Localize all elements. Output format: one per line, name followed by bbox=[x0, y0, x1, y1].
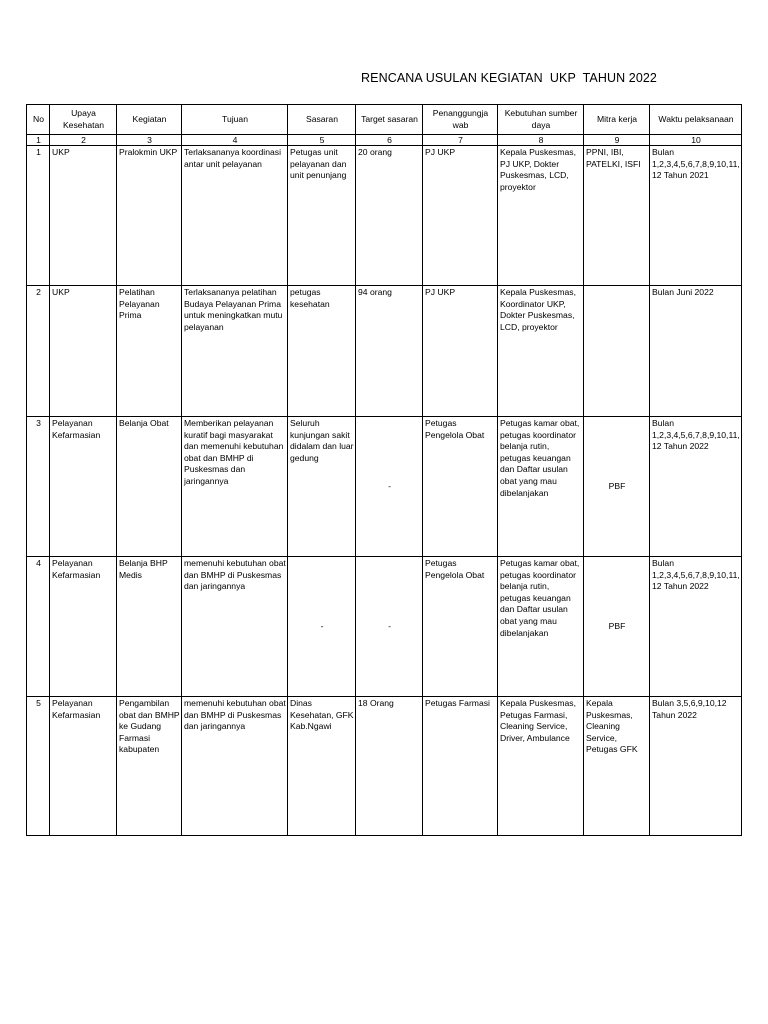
column-number: 3 bbox=[117, 135, 182, 146]
column-number-row bbox=[27, 135, 742, 146]
cell-no: 2 bbox=[27, 286, 50, 417]
column-number: 7 bbox=[423, 135, 498, 146]
cell-mitra: PPNI, IBI, PATELKI, ISFI bbox=[584, 146, 650, 286]
cell-upaya: UKP bbox=[50, 146, 117, 286]
cell-kebutuhan: Kepala Puskesmas, PJ UKP, Dokter Puskesmas, LCD, proyektor bbox=[498, 146, 584, 286]
cell-target: 18 Orang bbox=[356, 697, 423, 836]
cell-target: 94 orang bbox=[356, 286, 423, 417]
cell-no: 3 bbox=[27, 417, 50, 557]
table-row bbox=[27, 146, 742, 286]
cell-kebutuhan: Petugas kamar obat, petugas koordinator belanja rutin, petugas keuangan dan Daftar usulan obat yang mau dibelanjakan bbox=[498, 557, 584, 697]
column-number: 8 bbox=[498, 135, 584, 146]
header-kegiatan: Kegiatan bbox=[117, 105, 182, 135]
cell-no: 5 bbox=[27, 697, 50, 836]
header-row bbox=[27, 105, 742, 135]
cell-mitra: PBF bbox=[584, 557, 650, 697]
cell-sasaran: Seluruh kunjungan sakit didalam dan luar gedung bbox=[288, 417, 356, 557]
header-tujuan: Tujuan bbox=[182, 105, 288, 135]
cell-upaya: UKP bbox=[50, 286, 117, 417]
cell-pj: PJ UKP bbox=[423, 286, 498, 417]
column-number: 4 bbox=[182, 135, 288, 146]
cell-no: 1 bbox=[27, 146, 50, 286]
cell-target: - bbox=[356, 417, 423, 557]
cell-upaya: Pelayanan Kefarmasian bbox=[50, 697, 117, 836]
header-target-sasaran: Target sasaran bbox=[356, 105, 423, 135]
cell-waktu: Bulan Juni 2022 bbox=[650, 286, 742, 417]
cell-kebutuhan: Petugas kamar obat, petugas koordinator belanja rutin, petugas keuangan dan Daftar usulan obat yang mau dibelanjakan bbox=[498, 417, 584, 557]
cell-pj: PJ UKP bbox=[423, 146, 498, 286]
column-number: 10 bbox=[650, 135, 742, 146]
cell-tujuan: Terlaksananya pelatihan Budaya Pelayanan Prima untuk meningkatkan mutu pelayanan bbox=[182, 286, 288, 417]
cell-kegiatan: Belanja BHP Medis bbox=[117, 557, 182, 697]
cell-upaya: Pelayanan Kefarmasian bbox=[50, 557, 117, 697]
cell-kebutuhan: Kepala Puskesmas, Koordinator UKP, Dokter Puskesmas, LCD, proyektor bbox=[498, 286, 584, 417]
cell-tujuan: Terlaksananya koordinasi antar unit pelayanan bbox=[182, 146, 288, 286]
header-mitra-kerja: Mitra kerja bbox=[584, 105, 650, 135]
cell-kebutuhan: Kepala Puskesmas, Petugas Farmasi, Cleaning Service, Driver, Ambulance bbox=[498, 697, 584, 836]
cell-sasaran: Dinas Kesehatan, GFK Kab.Ngawi bbox=[288, 697, 356, 836]
header-sasaran: Sasaran bbox=[288, 105, 356, 135]
document-title: RENCANA USULAN KEGIATAN UKP TAHUN 2022 bbox=[361, 71, 657, 85]
cell-target: 20 orang bbox=[356, 146, 423, 286]
cell-mitra bbox=[584, 286, 650, 417]
header-kebutuhan-sumber-daya: Kebutuhan sumber daya bbox=[498, 105, 584, 135]
cell-tujuan: Memberikan pelayanan kuratif bagi masyarakat dan memenuhi kebutuhan obat dan BMHP di Puskesmas dan jaringannya bbox=[182, 417, 288, 557]
activity-plan-table bbox=[26, 104, 742, 836]
cell-sasaran: Petugas unit pelayanan dan unit penunjang bbox=[288, 146, 356, 286]
cell-waktu: Bulan 3,5,6,9,10,12 Tahun 2022 bbox=[650, 697, 742, 836]
column-number: 2 bbox=[50, 135, 117, 146]
cell-target: - bbox=[356, 557, 423, 697]
cell-kegiatan: Pralokmin UKP bbox=[117, 146, 182, 286]
cell-sasaran: - bbox=[288, 557, 356, 697]
cell-waktu: Bulan 1,2,3,4,5,6,7,8,9,10,11,12 Tahun 2022 bbox=[650, 417, 742, 557]
cell-kegiatan: Pengambilan obat dan BMHP ke Gudang Farmasi kabupaten bbox=[117, 697, 182, 836]
column-number: 9 bbox=[584, 135, 650, 146]
header-waktu-pelaksanaan: Waktu pelaksanaan bbox=[650, 105, 742, 135]
table-row bbox=[27, 697, 742, 836]
table-row bbox=[27, 417, 742, 557]
column-number: 1 bbox=[27, 135, 50, 146]
column-number: 5 bbox=[288, 135, 356, 146]
table-row bbox=[27, 557, 742, 697]
cell-waktu: Bulan 1,2,3,4,5,6,7,8,9,10,11,12 Tahun 2021 bbox=[650, 146, 742, 286]
cell-waktu: Bulan 1,2,3,4,5,6,7,8,9,10,11,12 Tahun 2022 bbox=[650, 557, 742, 697]
cell-upaya: Pelayanan Kefarmasian bbox=[50, 417, 117, 557]
cell-pj: Petugas Farmasi bbox=[423, 697, 498, 836]
cell-mitra: PBF bbox=[584, 417, 650, 557]
cell-no: 4 bbox=[27, 557, 50, 697]
cell-kegiatan: Pelatihan Pelayanan Prima bbox=[117, 286, 182, 417]
header-no: No bbox=[27, 105, 50, 135]
cell-tujuan: memenuhi kebutuhan obat dan BMHP di Puskesmas dan jaringannya bbox=[182, 557, 288, 697]
cell-pj: Petugas Pengelola Obat bbox=[423, 557, 498, 697]
cell-mitra: Kepala Puskesmas, Cleaning Service, Petugas GFK bbox=[584, 697, 650, 836]
header-penanggungjawab: Penanggungja wab bbox=[423, 105, 498, 135]
header-upaya-kesehatan: Upaya Kesehatan bbox=[50, 105, 117, 135]
cell-kegiatan: Belanja Obat bbox=[117, 417, 182, 557]
cell-tujuan: memenuhi kebutuhan obat dan BMHP di Puskesmas dan jaringannya bbox=[182, 697, 288, 836]
table-row bbox=[27, 286, 742, 417]
cell-sasaran: petugas kesehatan bbox=[288, 286, 356, 417]
column-number: 6 bbox=[356, 135, 423, 146]
cell-pj: Petugas Pengelola Obat bbox=[423, 417, 498, 557]
